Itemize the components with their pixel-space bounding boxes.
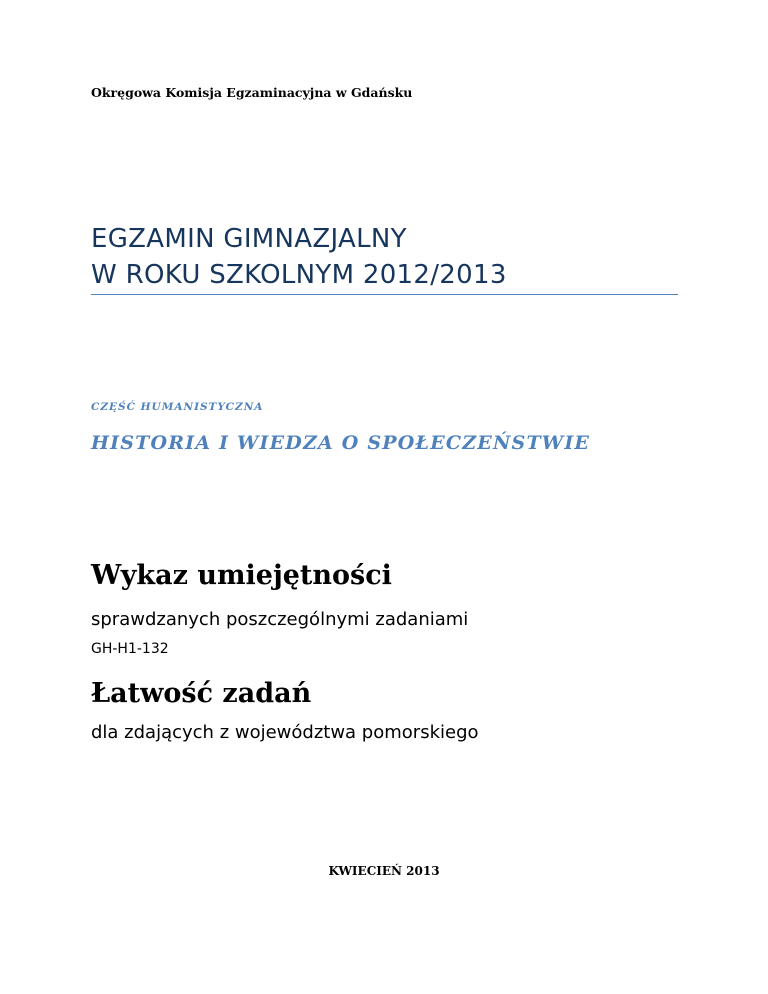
organization-name: Okręgowa Komisja Egzaminacyjna w Gdańsku — [91, 85, 413, 100]
exam-title — [91, 221, 507, 293]
title-divider — [91, 294, 678, 295]
test-code: GH-H1-132 — [91, 641, 169, 657]
skills-heading: Wykaz umiejętności — [91, 560, 392, 591]
exam-title-line-1: EGZAMIN GIMNAZJALNY — [91, 224, 407, 254]
exam-title-line-2: W ROKU SZKOLNYM 2012/2013 — [91, 260, 507, 290]
publication-date: KWIECIEŃ 2013 — [328, 864, 440, 878]
subject-title: HISTORIA I WIEDZA O SPOŁECZEŃSTWIE — [91, 432, 591, 454]
difficulty-subheading: dla zdających z województwa pomorskiego — [91, 722, 479, 743]
difficulty-heading: Łatwość zadań — [91, 678, 312, 709]
exam-part-label: CZĘŚĆ HUMANISTYCZNA — [91, 401, 264, 413]
skills-subheading: sprawdzanych poszczególnymi zadaniami — [91, 609, 469, 630]
